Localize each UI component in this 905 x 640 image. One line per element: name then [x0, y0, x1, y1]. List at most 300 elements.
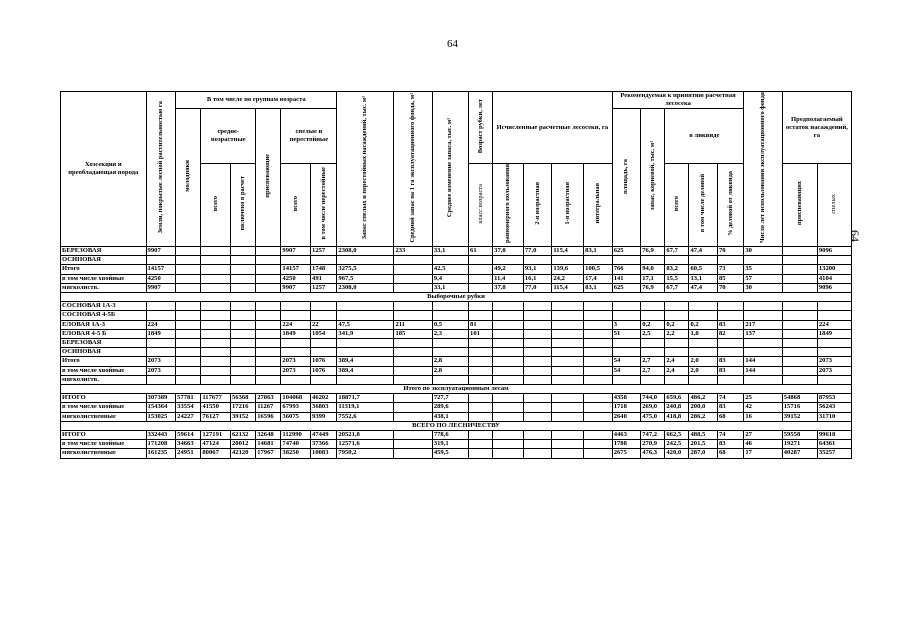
table-cell: 171208 — [146, 440, 176, 449]
table-cell — [817, 375, 851, 384]
table-cell — [256, 274, 281, 283]
header-area: Земли, покрытые лесной растительностью га — [146, 92, 176, 247]
table-cell: 17,1 — [641, 274, 665, 283]
table-cell — [256, 366, 281, 375]
table-cell: 9907 — [281, 283, 311, 292]
table-cell — [523, 366, 552, 375]
table-cell: 70 — [717, 283, 743, 292]
table-cell: 60,5 — [689, 265, 718, 274]
table-cell: 438,1 — [432, 412, 468, 421]
table-cell — [817, 339, 851, 348]
table-cell — [782, 256, 817, 265]
table-cell — [817, 348, 851, 357]
table-cell: 11319,1 — [337, 403, 394, 412]
table-cell — [469, 339, 493, 348]
row-label: ЕЛОВАЯ 1А-3 — [61, 320, 147, 329]
table-cell: 19271 — [782, 440, 817, 449]
table-cell: 127191 — [201, 431, 231, 440]
table-cell — [201, 246, 231, 255]
table-cell — [584, 357, 613, 366]
table-cell — [552, 256, 584, 265]
header-age-class: класс возраста — [469, 164, 493, 247]
row-label: мягколиственные — [61, 449, 147, 458]
table-cell: 81 — [469, 320, 493, 329]
table-cell: 83 — [717, 366, 743, 375]
table-cell: 82 — [717, 329, 743, 338]
table-cell — [584, 449, 613, 458]
table-cell — [552, 449, 584, 458]
table-cell — [523, 440, 552, 449]
table-cell: 56243 — [817, 403, 851, 412]
table-cell: 77,0 — [523, 283, 552, 292]
header-age-groups: В том числе по группам возраста — [176, 92, 337, 109]
table-cell — [641, 348, 665, 357]
table-cell — [469, 403, 493, 412]
table-cell — [493, 394, 524, 403]
table-cell — [641, 302, 665, 311]
table-cell: 224 — [281, 320, 311, 329]
table-cell: 486,2 — [689, 394, 718, 403]
table-cell: 1257 — [311, 283, 337, 292]
row-label: ИТОГО — [61, 394, 147, 403]
header-even: равномерного пользования — [493, 164, 524, 247]
table-cell — [256, 246, 281, 255]
row-label: в том числе хвойные — [61, 274, 147, 283]
table-cell: 4463 — [612, 431, 641, 440]
table-cell — [817, 256, 851, 265]
table-cell — [641, 311, 665, 320]
table-cell — [230, 366, 255, 375]
table-cell: 31710 — [817, 412, 851, 421]
table-row — [61, 246, 852, 255]
table-cell: 1748 — [311, 265, 337, 274]
table-cell: 224 — [817, 320, 851, 329]
table-cell: 33,1 — [432, 246, 468, 255]
table-cell — [584, 412, 613, 421]
table-cell: 0,2 — [665, 320, 689, 329]
table-cell — [782, 302, 817, 311]
section-title-row — [61, 385, 852, 394]
table-cell — [469, 449, 493, 458]
table-cell: 76,9 — [641, 246, 665, 255]
table-cell — [744, 375, 782, 384]
header-area-ha: площадь, га — [612, 109, 641, 247]
table-cell: 2073 — [817, 357, 851, 366]
table-cell: 7950,2 — [337, 449, 394, 458]
table-cell: 36075 — [281, 412, 311, 421]
table-cell — [665, 375, 689, 384]
table-cell — [523, 256, 552, 265]
table-cell: 3275,5 — [337, 265, 394, 274]
table-cell: 420,0 — [665, 449, 689, 458]
table-cell — [552, 403, 584, 412]
table-cell: 269,0 — [641, 403, 665, 412]
table-cell: 9096 — [817, 246, 851, 255]
table-cell: 2,0 — [689, 357, 718, 366]
table-cell — [782, 329, 817, 338]
table-cell: 24951 — [176, 449, 201, 458]
table-cell — [523, 302, 552, 311]
table-cell — [176, 311, 201, 320]
table-cell — [394, 449, 432, 458]
table-cell — [782, 357, 817, 366]
table-cell — [689, 339, 718, 348]
table-cell — [584, 375, 613, 384]
table-row — [61, 366, 852, 375]
row-label: СОСНОВАЯ 4-5Б — [61, 311, 147, 320]
header-liq-business: в том числе деловой — [689, 164, 718, 247]
table-cell: 2,7 — [641, 357, 665, 366]
row-label: в том числе хвойные — [61, 403, 147, 412]
table-cell — [493, 357, 524, 366]
table-cell: 117677 — [201, 394, 231, 403]
table-cell: 112990 — [281, 431, 311, 440]
table-cell: 70 — [717, 246, 743, 255]
table-cell: 36803 — [311, 403, 337, 412]
table-cell: 201,5 — [689, 440, 718, 449]
table-cell — [665, 302, 689, 311]
table-cell — [256, 348, 281, 357]
table-cell — [337, 339, 394, 348]
table-cell — [584, 302, 613, 311]
table-row — [61, 265, 852, 274]
table-cell: 57781 — [176, 394, 201, 403]
table-cell: 17 — [744, 449, 782, 458]
table-cell: 42,5 — [432, 265, 468, 274]
table-cell — [256, 302, 281, 311]
table-cell — [311, 339, 337, 348]
table-cell: 16596 — [256, 412, 281, 421]
header-middle-aged: средне-возрастные — [201, 109, 256, 164]
header-remain: Предполагаемый остаток насаждений, га — [782, 92, 851, 164]
table-cell — [782, 320, 817, 329]
table-cell — [230, 375, 255, 384]
table-cell: 68 — [717, 449, 743, 458]
table-cell — [469, 311, 493, 320]
row-label: мягколиств. — [61, 283, 147, 292]
table-cell — [717, 348, 743, 357]
table-cell: 57 — [744, 274, 782, 283]
header-ripe-overmature: в том числе перестойные — [311, 164, 337, 247]
table-cell — [584, 394, 613, 403]
table-cell: 46202 — [311, 394, 337, 403]
header-rem-prisp: приспевающих — [782, 164, 817, 247]
table-cell — [782, 283, 817, 292]
table-cell — [230, 311, 255, 320]
table-cell — [493, 375, 524, 384]
table-cell — [337, 348, 394, 357]
table-row — [61, 283, 852, 292]
table-cell: 2073 — [146, 366, 176, 375]
table-cell — [256, 256, 281, 265]
table-cell — [176, 366, 201, 375]
table-cell — [584, 311, 613, 320]
table-cell — [493, 440, 524, 449]
table-cell — [230, 329, 255, 338]
table-cell: 1718 — [612, 403, 641, 412]
table-cell — [432, 311, 468, 320]
table-cell: 144 — [744, 366, 782, 375]
table-row — [61, 394, 852, 403]
table-cell: 17967 — [256, 449, 281, 458]
table-cell — [201, 274, 231, 283]
table-cell — [493, 403, 524, 412]
table-cell — [552, 320, 584, 329]
table-cell: 2640 — [612, 412, 641, 421]
table-cell: 54 — [612, 357, 641, 366]
table-cell — [469, 412, 493, 421]
table-cell — [230, 339, 255, 348]
table-cell: 476,3 — [641, 449, 665, 458]
table-cell: 1,8 — [689, 329, 718, 338]
table-cell — [584, 329, 613, 338]
table-cell — [394, 394, 432, 403]
table-cell: 4358 — [612, 394, 641, 403]
table-cell — [201, 320, 231, 329]
table-cell: 1849 — [146, 329, 176, 338]
table-cell: 2073 — [281, 366, 311, 375]
table-cell — [176, 348, 201, 357]
table-cell: 27 — [744, 431, 782, 440]
section-title-row — [61, 293, 852, 302]
table-cell: 61 — [469, 246, 493, 255]
row-label: ОСИНОВАЯ — [61, 256, 147, 265]
table-cell: 475,0 — [641, 412, 665, 421]
table-cell — [394, 256, 432, 265]
table-cell — [230, 256, 255, 265]
table-cell: 47449 — [311, 431, 337, 440]
table-cell: 115,4 — [552, 283, 584, 292]
table-cell: 2,8 — [432, 357, 468, 366]
table-cell — [230, 348, 255, 357]
table-cell — [552, 440, 584, 449]
table-cell — [665, 256, 689, 265]
table-cell — [394, 274, 432, 283]
table-cell: 51 — [612, 329, 641, 338]
table-cell: 94,0 — [641, 265, 665, 274]
row-label: Итого — [61, 357, 147, 366]
table-cell — [256, 311, 281, 320]
table-cell: 83 — [717, 440, 743, 449]
table-cell: 2308,0 — [337, 246, 394, 255]
table-cell — [584, 403, 613, 412]
table-cell — [584, 339, 613, 348]
table-cell — [337, 302, 394, 311]
table-cell: 141 — [612, 274, 641, 283]
table-cell: 211 — [394, 320, 432, 329]
table-cell: 161235 — [146, 449, 176, 458]
header-avg-stock: Средний запас на 1 га эксплуатационного фонда, м³ — [394, 92, 432, 247]
table-cell — [523, 375, 552, 384]
table-cell — [717, 311, 743, 320]
table-cell: 185 — [394, 329, 432, 338]
table-row — [61, 412, 852, 421]
table-cell — [176, 320, 201, 329]
table-row — [61, 274, 852, 283]
table-cell — [523, 403, 552, 412]
table-cell — [523, 320, 552, 329]
table-cell — [552, 339, 584, 348]
table-cell: 0,2 — [689, 320, 718, 329]
table-cell: 2,4 — [665, 357, 689, 366]
table-cell — [469, 440, 493, 449]
table-cell: 270,9 — [641, 440, 665, 449]
table-cell — [717, 256, 743, 265]
table-cell — [176, 274, 201, 283]
table-cell — [552, 375, 584, 384]
table-row — [61, 357, 852, 366]
table-cell — [523, 311, 552, 320]
table-cell — [717, 302, 743, 311]
row-label: ОСИНОВАЯ — [61, 348, 147, 357]
table-cell: 289,6 — [432, 403, 468, 412]
table-row — [61, 375, 852, 384]
table-cell — [493, 329, 524, 338]
table-cell: 1849 — [281, 329, 311, 338]
table-cell — [523, 339, 552, 348]
table-cell: 9096 — [817, 283, 851, 292]
table-cell: 33,1 — [432, 283, 468, 292]
table-cell: 2073 — [281, 357, 311, 366]
table-cell: 1788 — [612, 440, 641, 449]
table-cell — [201, 339, 231, 348]
table-cell: 4104 — [817, 274, 851, 283]
table-cell: 30 — [744, 246, 782, 255]
table-cell — [146, 339, 176, 348]
table-cell — [201, 302, 231, 311]
table-cell: 37366 — [311, 440, 337, 449]
table-cell — [641, 339, 665, 348]
table-cell: 137 — [744, 329, 782, 338]
table-cell — [176, 283, 201, 292]
table-cell: 24227 — [176, 412, 201, 421]
table-cell — [689, 302, 718, 311]
table-cell: 13200 — [817, 265, 851, 274]
table-cell: 17216 — [230, 403, 255, 412]
table-cell — [146, 302, 176, 311]
table-cell — [256, 339, 281, 348]
table-cell: 625 — [612, 246, 641, 255]
table-cell: 67993 — [281, 403, 311, 412]
table-cell — [176, 302, 201, 311]
header-liq-total: всего — [665, 164, 689, 247]
table-cell: 37,8 — [493, 246, 524, 255]
table-cell: 488,5 — [689, 431, 718, 440]
table-cell: 35 — [744, 265, 782, 274]
table-cell — [469, 357, 493, 366]
table-cell: 83,2 — [665, 265, 689, 274]
table-cell — [523, 357, 552, 366]
table-cell — [394, 348, 432, 357]
table-cell: 49,2 — [493, 265, 524, 274]
table-cell — [493, 366, 524, 375]
table-cell: 80067 — [201, 449, 231, 458]
table-cell — [612, 302, 641, 311]
header-mid-included: включено в расчет — [230, 164, 255, 247]
table-cell — [744, 302, 782, 311]
table-cell: 11,4 — [493, 274, 524, 283]
table-cell — [469, 394, 493, 403]
table-cell: 76,9 — [641, 283, 665, 292]
table-cell — [469, 375, 493, 384]
table-cell: 15,5 — [665, 274, 689, 283]
table-cell: 62132 — [230, 431, 255, 440]
section-title-row — [61, 421, 852, 430]
table-cell — [493, 311, 524, 320]
table-cell — [552, 412, 584, 421]
table-cell: 83 — [717, 320, 743, 329]
row-label: в том числе хвойные — [61, 366, 147, 375]
table-cell — [782, 274, 817, 283]
table-cell — [523, 412, 552, 421]
table-cell: 154364 — [146, 403, 176, 412]
table-cell — [493, 431, 524, 440]
table-cell — [469, 274, 493, 283]
table-cell — [782, 246, 817, 255]
table-cell: 2,2 — [665, 329, 689, 338]
table-cell — [523, 329, 552, 338]
table-cell: 1849 — [817, 329, 851, 338]
table-cell: 2675 — [612, 449, 641, 458]
table-cell: 39152 — [782, 412, 817, 421]
table-cell: 115,4 — [552, 246, 584, 255]
table-cell: 68 — [717, 412, 743, 421]
table-cell: 319,1 — [432, 440, 468, 449]
table-cell — [552, 348, 584, 357]
table-cell — [493, 302, 524, 311]
table-cell: 217 — [744, 320, 782, 329]
header-ripe: спелые и перестойные — [281, 109, 337, 164]
table-cell — [281, 348, 311, 357]
table-cell — [717, 375, 743, 384]
table-cell: 287,0 — [689, 449, 718, 458]
table-cell — [256, 283, 281, 292]
table-cell — [817, 302, 851, 311]
table-cell: 744,0 — [641, 394, 665, 403]
table-cell — [256, 357, 281, 366]
table-cell: 341,9 — [337, 329, 394, 338]
table-cell — [311, 256, 337, 265]
table-cell — [311, 302, 337, 311]
table-cell: 15716 — [782, 403, 817, 412]
table-cell — [394, 440, 432, 449]
table-cell: 54 — [612, 366, 641, 375]
table-cell: 307389 — [146, 394, 176, 403]
table-cell: 100,5 — [584, 265, 613, 274]
page-number-side: 64 — [848, 230, 862, 242]
table-cell — [201, 357, 231, 366]
table-cell: 14157 — [281, 265, 311, 274]
table-cell: 418,8 — [665, 412, 689, 421]
header-mid-total: всего — [201, 164, 231, 247]
table-cell: 83 — [717, 357, 743, 366]
table-cell: 389,4 — [337, 366, 394, 375]
header-stock: Запас спелых и перестойных насаждений, тыс. м³ — [337, 92, 394, 247]
table-cell — [744, 311, 782, 320]
table-cell: 25 — [744, 394, 782, 403]
table-row — [61, 403, 852, 412]
table-cell — [641, 375, 665, 384]
table-cell — [469, 283, 493, 292]
table-cell — [612, 339, 641, 348]
table-cell — [146, 311, 176, 320]
table-cell: 9907 — [281, 246, 311, 255]
table-cell: 42 — [744, 403, 782, 412]
table-cell: 42120 — [230, 449, 255, 458]
section-title: ВСЕГО ПО ЛЕСНИЧЕСТВУ — [61, 421, 852, 430]
table-cell — [432, 375, 468, 384]
row-label: Итого — [61, 265, 147, 274]
